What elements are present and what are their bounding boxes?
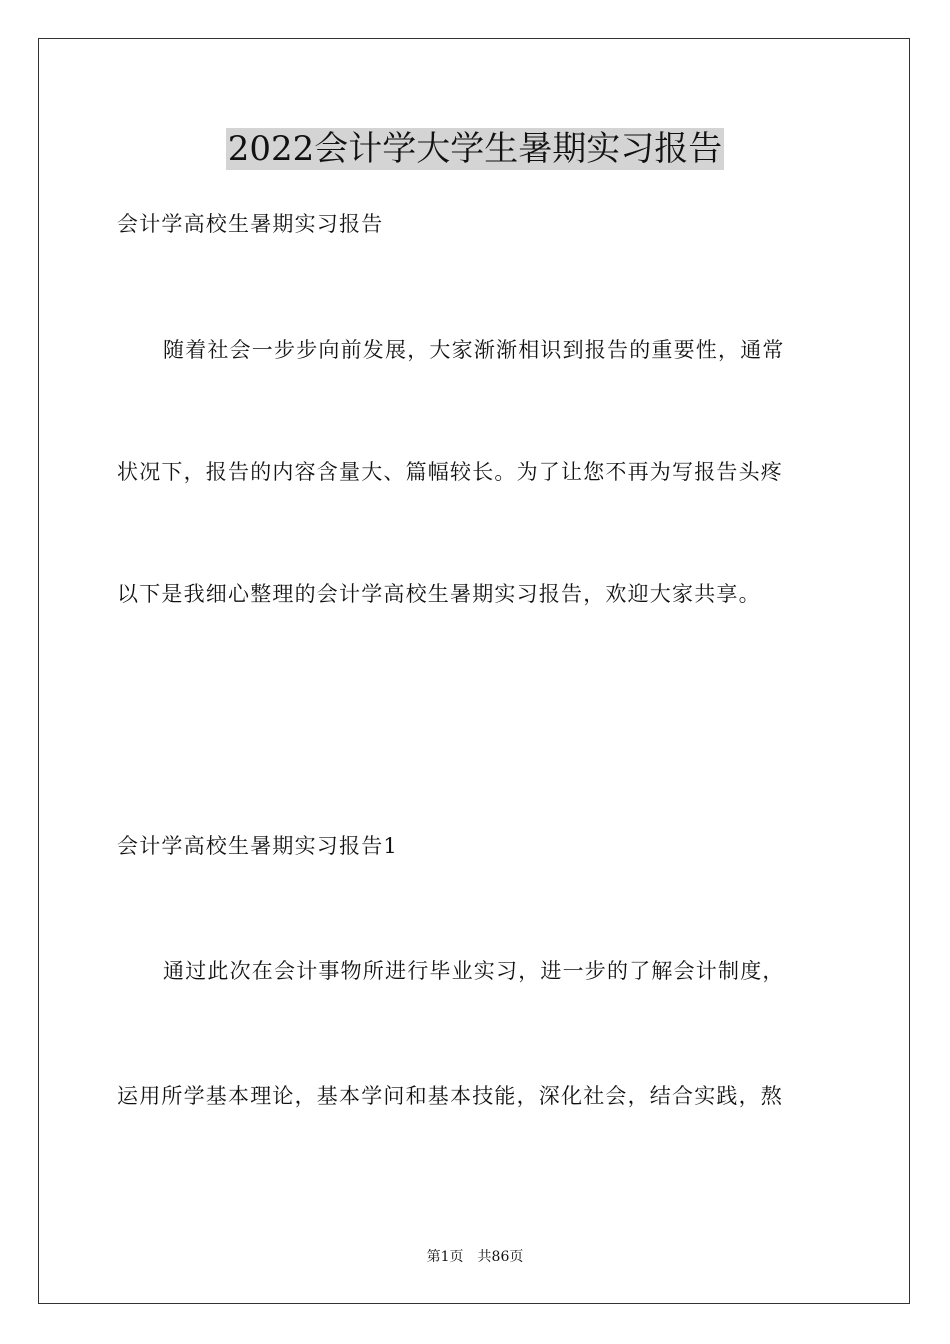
intro-line-1: 随着社会一步步向前发展，大家渐渐相识到报告的重要性，通常 (163, 338, 785, 362)
page-footer (0, 1248, 950, 1266)
section-line-2: 运用所学基本理论，基本学问和基本技能，深化社会，结合实践，熬 (117, 1084, 783, 1108)
page-number: 第1页 (426, 1249, 464, 1265)
section-heading: 会计学高校生暑期实习报告1 (117, 834, 398, 858)
title-container (0, 128, 950, 170)
intro-line-2: 状况下，报告的内容含量大、篇幅较长。为了让您不再为写报告头疼 (117, 460, 783, 484)
document-subtitle: 会计学高校生暑期实习报告 (117, 212, 384, 236)
page-total: 共86页 (477, 1249, 524, 1265)
intro-line-3: 以下是我细心整理的会计学高校生暑期实习报告，欢迎大家共享。 (117, 582, 761, 606)
section-line-1: 通过此次在会计事物所进行毕业实习，进一步的了解会计制度， (163, 959, 785, 983)
document-title: 2022会计学大学生暑期实习报告 (227, 129, 723, 169)
